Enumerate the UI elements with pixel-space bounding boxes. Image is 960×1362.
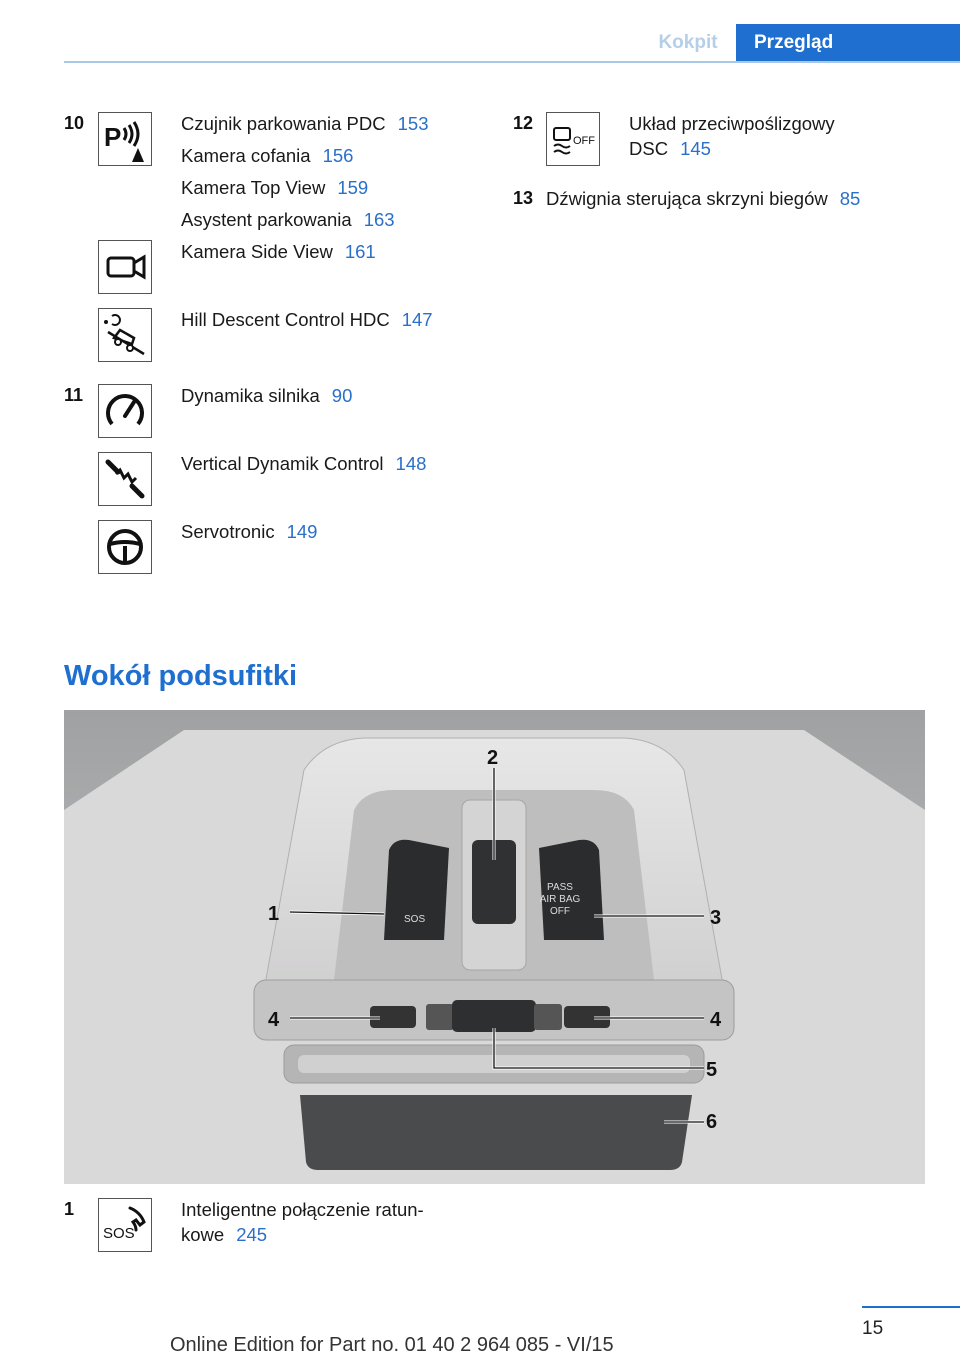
- page-link[interactable]: 245: [236, 1224, 268, 1245]
- shock-absorber-icon: [98, 452, 152, 506]
- callout-4-right: 4: [710, 1009, 722, 1031]
- page-link[interactable]: 156: [322, 145, 354, 166]
- item-number-10: 10: [64, 113, 85, 133]
- overhead-console-photo: [64, 710, 925, 1184]
- entry-dsc: [629, 138, 711, 160]
- pass-text-3: OFF: [550, 906, 570, 917]
- entry-label: Kamera cofania: [181, 145, 311, 166]
- entry-label: Dźwignia sterująca skrzyni biegów: [546, 188, 828, 209]
- hill-descent-icon: [98, 308, 152, 362]
- speedometer-icon: [98, 384, 152, 438]
- entry-label: Asystent parkowania: [181, 209, 352, 230]
- callout-2: 2: [487, 747, 499, 769]
- page-number: 15: [862, 1318, 884, 1339]
- pass-text-1: PASS: [547, 882, 573, 893]
- side-camera-icon: [98, 240, 152, 294]
- tab-przeglad[interactable]: Przegląd: [736, 24, 960, 61]
- header-rule: [64, 61, 960, 63]
- entry-park-assist: [181, 209, 395, 231]
- item-number-12: 12: [513, 113, 534, 133]
- entry-label: Dynamika silnika: [181, 385, 320, 406]
- callout-6: 6: [706, 1111, 718, 1133]
- entry-label: Vertical Dynamik Control: [181, 453, 384, 474]
- pass-text-2: AIR BAG: [539, 894, 581, 905]
- page-link[interactable]: 147: [401, 309, 433, 330]
- entry-label: kowe: [181, 1224, 225, 1245]
- entry-rear-camera: [181, 145, 353, 167]
- entry-parking-pdc: [181, 113, 429, 135]
- entry-label: DSC: [629, 138, 669, 159]
- callout-1: 1: [268, 903, 280, 925]
- entry-label: Czujnik parkowania PDC: [181, 113, 386, 134]
- entry-servotronic: [181, 521, 317, 543]
- page-link[interactable]: 90: [331, 385, 353, 406]
- sos-button-text: SOS: [404, 914, 426, 925]
- item-number-11: 11: [64, 385, 84, 405]
- entry-engine-dynamics: [181, 385, 352, 407]
- entry-vdc: [181, 453, 426, 475]
- item-number-1: 1: [64, 1199, 75, 1219]
- entry-label: Kamera Top View: [181, 177, 326, 198]
- dsc-off-icon: [546, 112, 600, 166]
- entry-intelligent-call-line1: Inteligentne połączenie ratun-: [181, 1199, 424, 1220]
- footer-edition: Online Edition for Part no. 01 40 2 964 085 - VI/15: [170, 1334, 614, 1356]
- entry-label: Hill Descent Control HDC: [181, 309, 390, 330]
- entry-side-view: [181, 241, 376, 263]
- page-link[interactable]: 145: [680, 138, 711, 159]
- callout-3: 3: [710, 907, 722, 929]
- entry-dsc-line1: Układ przeciwpoślizgowy: [629, 113, 835, 134]
- entry-hdc: [181, 309, 433, 331]
- entry-label: Kamera Side View: [181, 241, 333, 262]
- page-link[interactable]: 159: [337, 177, 369, 198]
- callout-4-left: 4: [268, 1009, 280, 1031]
- entry-label: Servotronic: [181, 521, 275, 542]
- entry-intelligent-call: [181, 1224, 267, 1246]
- svg-text:OFF: OFF: [573, 135, 595, 147]
- callout-5: 5: [706, 1059, 718, 1081]
- footer-rule: [862, 1306, 960, 1308]
- tab-kokpit[interactable]: Kokpit: [658, 31, 718, 53]
- parking-sensor-icon: [98, 112, 152, 166]
- steering-wheel-icon: [98, 520, 152, 574]
- page-link[interactable]: 85: [839, 188, 861, 209]
- sos-icon-text: SOS: [103, 1225, 135, 1242]
- page-link[interactable]: 161: [344, 241, 376, 262]
- entry-top-view: [181, 177, 368, 199]
- svg-text:P: P: [104, 122, 122, 152]
- page-link[interactable]: 153: [397, 113, 429, 134]
- page-link[interactable]: 148: [395, 453, 427, 474]
- section-title: Wokół podsufitki: [64, 660, 298, 692]
- page-link[interactable]: 149: [286, 521, 318, 542]
- item-number-13: 13: [513, 188, 534, 208]
- page-link[interactable]: 163: [363, 209, 395, 230]
- sos-call-icon: [98, 1198, 152, 1252]
- entry-gear-lever: [546, 188, 860, 210]
